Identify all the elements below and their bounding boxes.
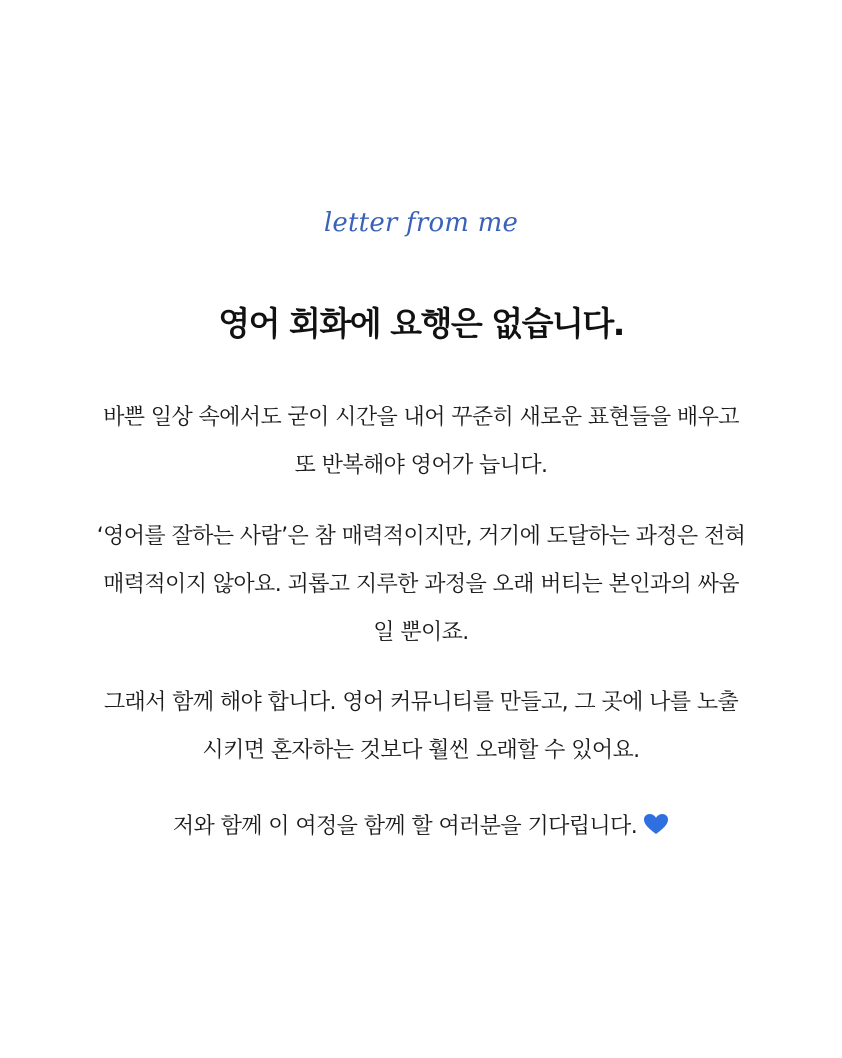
paragraph-line: 또 반복해야 영어가 늡니다. bbox=[294, 453, 548, 478]
paragraph-line: 바쁜 일상 속에서도 굳이 시간을 내어 꾸준히 새로운 표현들을 배우고 bbox=[103, 405, 739, 430]
closing-text: 저와 함께 이 여정을 함께 할 여러분을 기다립니다. bbox=[172, 814, 638, 839]
paragraph-line: 매력적이지 않아요. 괴롭고 지루한 과정을 오래 버티는 본인과의 싸움 bbox=[103, 572, 739, 597]
paragraph-line: ‘영어를 잘하는 사람’은 참 매력적이지만, 거기에 도달하는 과정은 전혀 bbox=[96, 524, 746, 549]
closing-line bbox=[40, 803, 802, 851]
paragraph-line: 시키면 혼자하는 것보다 훨씬 오래할 수 있어요. bbox=[202, 738, 640, 763]
paragraph-line: 그래서 함께 해야 합니다. 영어 커뮤니티를 만들고, 그 곳에 나를 노출 bbox=[103, 690, 739, 715]
paragraph-3 bbox=[40, 679, 802, 775]
heart-icon bbox=[643, 813, 669, 835]
paragraph-1 bbox=[40, 394, 802, 490]
paragraph-4 bbox=[40, 803, 802, 851]
letter-headline: 영어 회화에 요행은 없습니다. bbox=[218, 304, 624, 343]
eyebrow-label: letter from me bbox=[323, 208, 519, 238]
paragraph-line: 일 뿐이죠. bbox=[373, 620, 469, 645]
paragraph-2 bbox=[40, 513, 802, 657]
